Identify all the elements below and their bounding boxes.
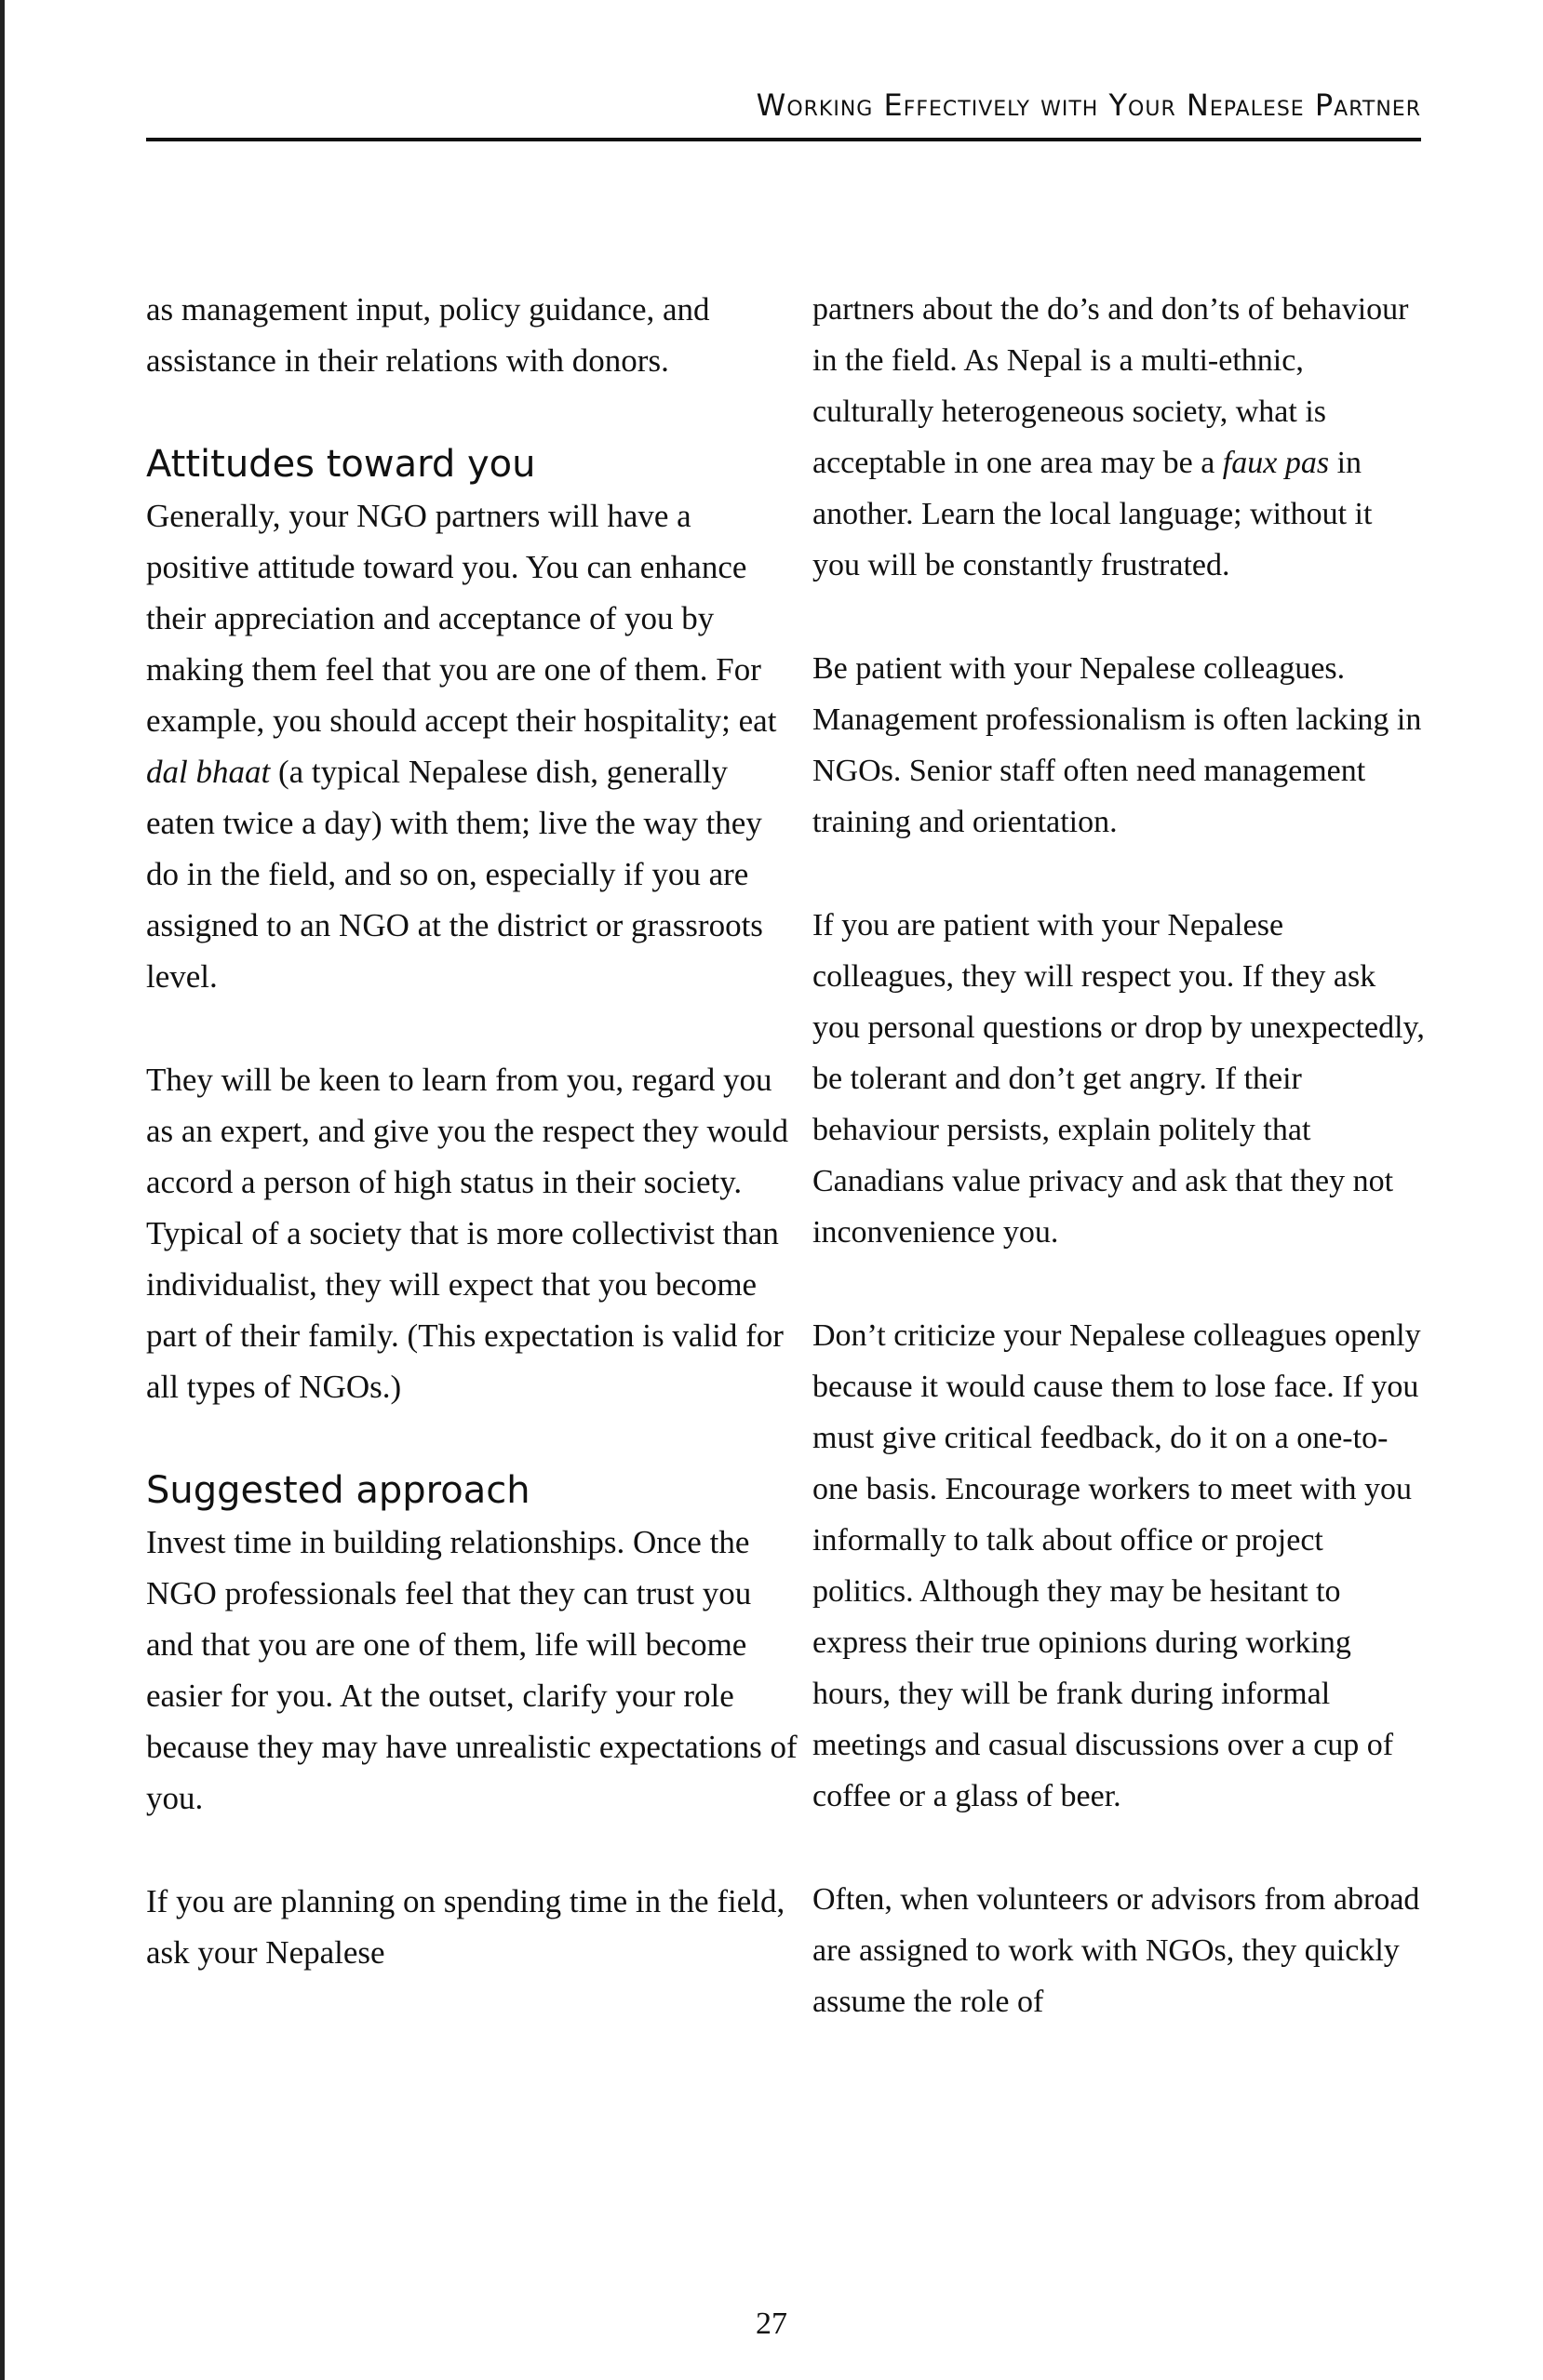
paragraph-text: (a typical Nepalese dish, generally eaten twice a day) with them; live the way they do in the field, and so on, especially if you are assigned to an NGO at the district or grassroots level. [146,754,763,995]
paragraph [812,284,1427,591]
paragraph [146,490,798,1002]
section-heading-attitudes: Attitudes toward you [146,443,536,486]
paragraph: They will be keen to learn from you, regard you as an expert, and give you the respect they would accord a person of high status in their society. Typical of a society that is more collectivist than individualist, they will expect that you become part of their family. (This expectation is valid for all types of NGOs.) [146,1062,789,1405]
paragraph-text: Generally, your NGO partners will have a positive attitude toward you. You can enhance their appreciation and acceptance of you by making them feel that you are one of them. For example, you should accept their hospitality; eat [146,498,777,739]
paragraph: Invest time in building relationships. Once the NGO professionals feel that they can trust you and that you are one of them, life will become easier for you. At the outset, clarify your role because they may have unrealistic expectations of you. [146,1524,798,1816]
paragraph: If you are planning on spending time in the field, ask your Nepalese [146,1883,785,1971]
right-column [812,284,1427,2079]
paragraph: Be patient with your Nepalese colleagues. Management professionalism is often lacking in NGOs. Senior staff often need management training and orientation. [812,651,1422,839]
italic-term: faux pas [1222,446,1330,480]
paragraph: Don’t criticize your Nepalese colleagues openly because it would cause them to lose face. If you must give critical feedback, do it on a one-to-one basis. Encourage workers to meet with you informally to talk about office or project politics. Although they may be hesitant to express their true opinions during working hours, they will be frank during informal meetings and casual discussions over a cup of coffee or a glass of beer. [812,1318,1421,1813]
left-column [146,284,798,2030]
section-heading-approach: Suggested approach [146,1469,530,1512]
running-header-title: Working Effectively with Your Nepalese Partner [756,87,1421,123]
paragraph: as management input, policy guidance, and assistance in their relations with donors. [146,291,710,379]
running-header [146,71,1421,141]
paragraph: If you are patient with your Nepalese colleagues, they will respect you. If they ask you personal questions or drop by unexpectedly, be tolerant and don’t get angry. If their behaviour persists, explain politely that Canadians value privacy and ask that they not inconvenience you. [812,908,1425,1250]
paragraph: Often, when volunteers or advisors from abroad are assigned to work with NGOs, they quickly assume the role of [812,1882,1420,2019]
page-number: 27 [756,2306,787,2341]
paragraph-text: partners about the do’s and don’ts of behaviour in the field. As Nepal is a multi-ethnic, culturally heterogeneous society, what is acceptable in one area may be a [812,292,1409,480]
paragraph-text: in another. Learn the local language; without it you will be constantly frustrated. [812,446,1373,582]
page-edge [0,0,5,2380]
italic-term: dal bhaat [146,754,271,790]
